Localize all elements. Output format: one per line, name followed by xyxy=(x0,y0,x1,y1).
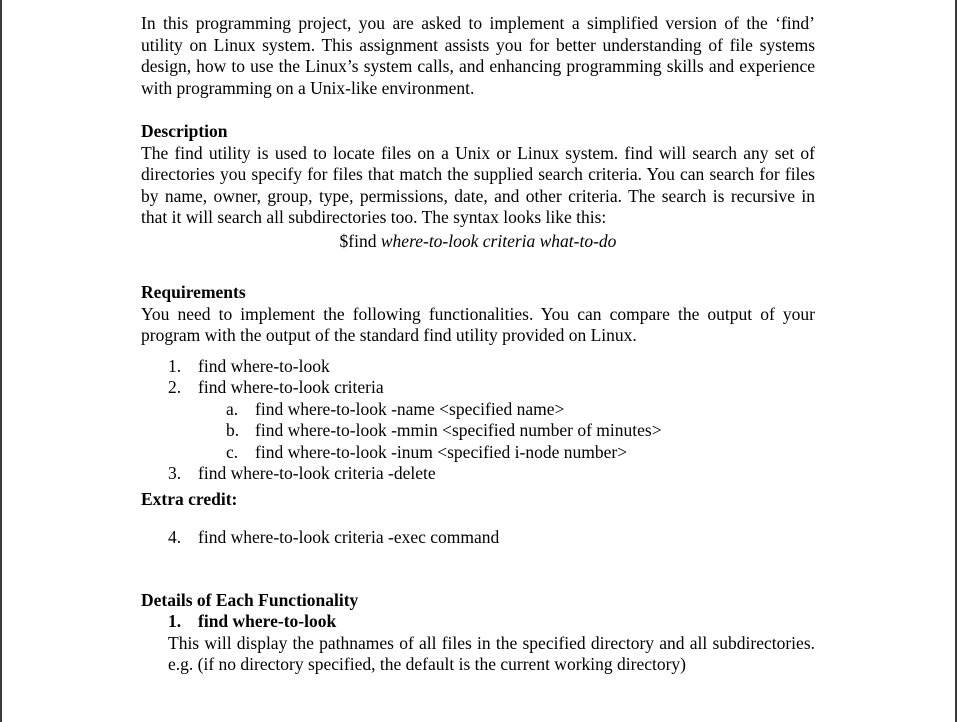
sub-list-item-letter: b. xyxy=(226,420,240,440)
list-item-text: find where-to-look criteria -exec command xyxy=(198,527,500,547)
document-page xyxy=(141,13,815,676)
list-item xyxy=(168,527,815,549)
list-item-text: find where-to-look xyxy=(198,355,330,376)
list-item-text: find where-to-look criteria xyxy=(198,377,384,397)
list-item-text: find where-to-look criteria -delete xyxy=(198,463,436,483)
list-item xyxy=(168,463,815,485)
list-item-number: 2. xyxy=(168,377,182,397)
syntax-arguments: where-to-look criteria what-to-do xyxy=(380,230,617,251)
list-item-number: 3. xyxy=(168,463,182,483)
extra-credit-heading: Extra credit: xyxy=(141,488,238,509)
list-item-number: 1. xyxy=(168,355,182,376)
sub-list-item xyxy=(226,420,815,442)
details-subheading xyxy=(168,611,815,633)
list-item xyxy=(168,356,815,378)
sub-list-item-text: find where-to-look -inum <specified i-node number> xyxy=(255,441,628,462)
sub-list xyxy=(168,399,815,464)
description-heading: Description xyxy=(141,121,228,141)
document-border-left xyxy=(0,0,2,722)
details-paragraph: This will display the pathnames of all files in the specified directory and all subdirectories. e.g. (if no directory specified, the default is the current working directory) xyxy=(168,632,815,674)
sub-list-item-text: find where-to-look -name <specified name> xyxy=(255,398,565,419)
syntax-command: $find xyxy=(339,230,381,251)
requirements-paragraph: You need to implement the following functionalities. You can compare the output of your program with the output of the standard find utility provided on Linux. xyxy=(141,303,815,345)
list-item-number: 4. xyxy=(168,527,182,547)
details-subheading-text: find where-to-look xyxy=(198,611,337,631)
details-section xyxy=(141,611,815,676)
details-heading: Details of Each Functionality xyxy=(141,589,359,610)
extra-credit-list xyxy=(141,527,815,549)
sub-list-item xyxy=(226,442,815,464)
list-item xyxy=(168,377,815,399)
description-paragraph: The find utility is used to locate files on a Unix or Linux system. find will search any set of directories you specify for files that match the supplied search criteria. You can search for files by name, owner, group, type, permissions, date, and other criteria. The search is recursive in that it will search all subdirectories too. The syntax looks like this: xyxy=(141,142,815,227)
sub-list-item-letter: c. xyxy=(226,441,239,462)
syntax-line xyxy=(141,231,815,253)
requirements-list xyxy=(141,356,815,485)
sub-list-item xyxy=(226,399,815,421)
sub-list-item-letter: a. xyxy=(226,398,239,419)
sub-list-item-text: find where-to-look -mmin <specified number of minutes> xyxy=(255,420,662,440)
requirements-heading: Requirements xyxy=(141,282,246,302)
details-subheading-number: 1. xyxy=(168,611,182,631)
intro-paragraph: In this programming project, you are asked to implement a simplified version of the ‘find’ utility on Linux system. This assignment assists you for better understanding of file systems design, how to use the Linux’s system calls, and enhancing programming skills and experience with programming on a Unix-like environment. xyxy=(141,13,815,98)
